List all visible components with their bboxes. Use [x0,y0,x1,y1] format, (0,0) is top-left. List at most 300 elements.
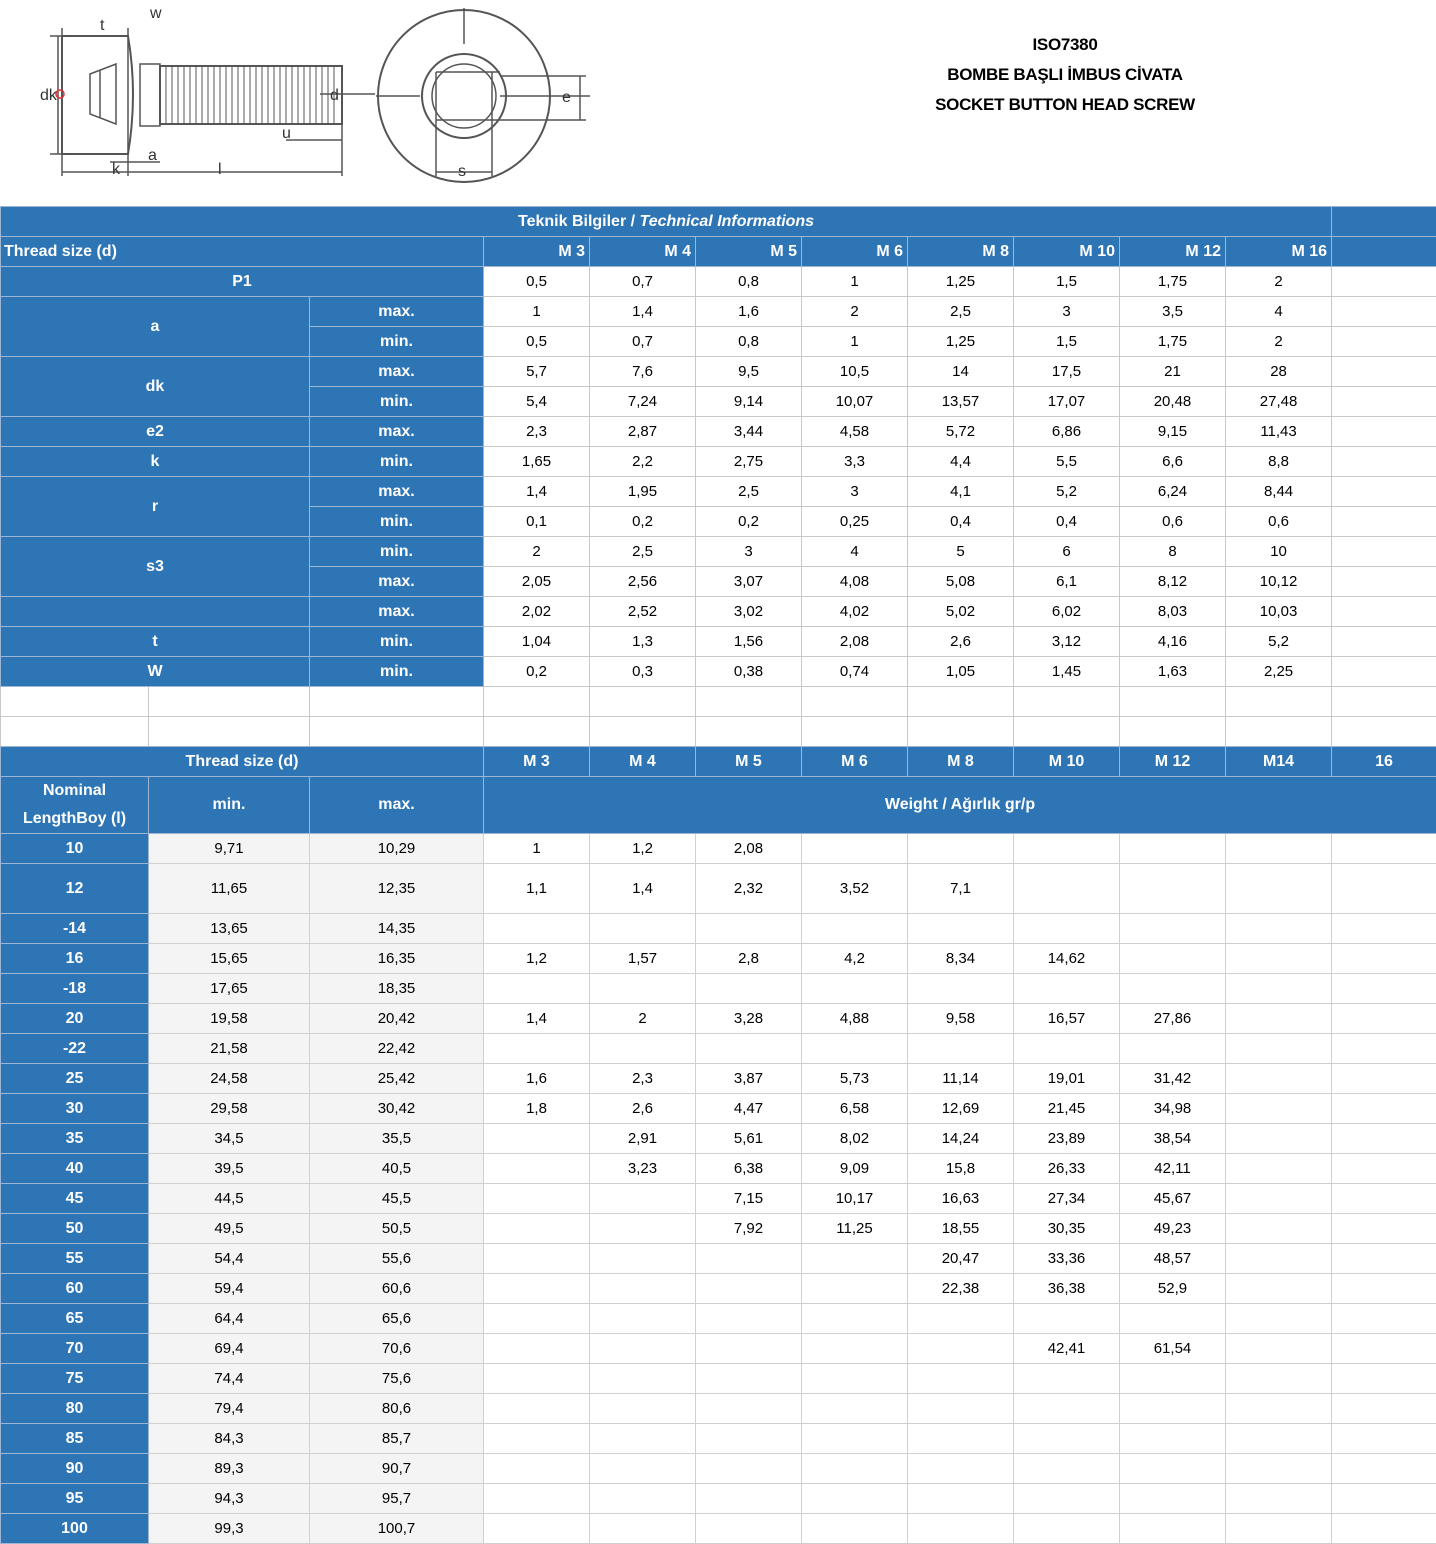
length-max: 35,5 [310,1124,484,1154]
weight-value [484,1484,590,1514]
length-max: 30,42 [310,1094,484,1124]
weight-value [1226,864,1332,914]
tech-row [1,267,1436,297]
spacer-row [1,687,1436,717]
tech-value: 7,24 [590,387,696,417]
weight-value [1226,944,1332,974]
tech-value: 6,24 [1120,477,1226,507]
weight-value [484,1304,590,1334]
tech-value: 7,6 [590,357,696,387]
length-min: 79,4 [149,1394,310,1424]
spacer-row [1,717,1436,747]
nominal-length: 12 [1,864,149,914]
weight-value [1332,1244,1436,1274]
weight-value [1120,1514,1226,1544]
param-limit: max. [310,567,484,597]
title-turkish: BOMBE BAŞLI İMBUS CİVATA [900,60,1230,90]
tech-value: 1,5 [1014,267,1120,297]
length-max: 85,7 [310,1424,484,1454]
tech-value: 0,74 [802,657,908,687]
empty-cell [1120,687,1226,717]
weight-value: 2,32 [696,864,802,914]
tech-value: 0,4 [1014,507,1120,537]
weight-row [1,1394,1436,1424]
weight-value [590,1424,696,1454]
technical-table [0,206,1436,747]
weight-value [1332,914,1436,944]
weight-value: 16,57 [1014,1004,1120,1034]
empty-cell [1332,537,1436,567]
tech-value: 0,4 [908,507,1014,537]
tech-value: 28 [1226,357,1332,387]
weight-value [1332,1184,1436,1214]
weight-value [802,914,908,944]
nominal-length-header [1,777,149,834]
tech-value: 2,25 [1226,657,1332,687]
weight-value [802,1274,908,1304]
weight-value [1226,1244,1332,1274]
empty-cell [1332,357,1436,387]
weight-value [1014,914,1120,944]
length-max: 80,6 [310,1394,484,1424]
weight-value [1226,1334,1332,1364]
length-min: 34,5 [149,1124,310,1154]
weight-row [1,1004,1436,1034]
weight-value [1120,974,1226,1004]
min-header: min. [149,777,310,834]
tech-value: 2,5 [908,297,1014,327]
weight-value [484,1364,590,1394]
weight-value [1226,1184,1332,1214]
tech-value: 6,86 [1014,417,1120,447]
thread-size-header: M 10 [1014,237,1120,267]
weight-value [1332,944,1436,974]
empty-cell [802,717,908,747]
weight-value [802,1484,908,1514]
tech-value: 4,02 [802,597,908,627]
tech-value: 5,72 [908,417,1014,447]
empty-cell [1332,657,1436,687]
tech-value: 10,5 [802,357,908,387]
weight-row [1,974,1436,1004]
tech-value: 8,03 [1120,597,1226,627]
weight-value [590,1214,696,1244]
weight-value [908,1454,1014,1484]
weight-value [908,1304,1014,1334]
weight-value: 1,8 [484,1094,590,1124]
weight-value [1226,1364,1332,1394]
param-label: s3 [1,537,310,597]
tech-value: 4,4 [908,447,1014,477]
param-limit: max. [310,597,484,627]
weight-value: 36,38 [1014,1274,1120,1304]
title-english: SOCKET BUTTON HEAD SCREW [900,90,1230,120]
weight-value: 45,67 [1120,1184,1226,1214]
weight-value: 21,45 [1014,1094,1120,1124]
length-min: 89,3 [149,1454,310,1484]
empty-cell [802,687,908,717]
tech-value: 0,5 [484,267,590,297]
param-limit: min. [310,327,484,357]
weight-value [1120,1304,1226,1334]
tech-value: 2,87 [590,417,696,447]
empty-cell [1,687,149,717]
weight-value [590,1034,696,1064]
length-max: 22,42 [310,1034,484,1064]
weight-value: 8,02 [802,1124,908,1154]
tech-value: 8,8 [1226,447,1332,477]
weight-value [484,914,590,944]
weight-value: 8,34 [908,944,1014,974]
length-max: 55,6 [310,1244,484,1274]
empty-cell [1332,387,1436,417]
nominal-line1: Nominal [1,777,148,805]
length-min: 19,58 [149,1004,310,1034]
empty-cell [1332,627,1436,657]
weight-value [1332,1274,1436,1304]
label-k: k [112,161,121,178]
tech-value: 0,2 [590,507,696,537]
tech-value: 0,8 [696,267,802,297]
weight-value: 6,38 [696,1154,802,1184]
weight-value: 14,62 [1014,944,1120,974]
weight-value [1226,914,1332,944]
tech-value: 1,4 [484,477,590,507]
nominal-length: 20 [1,1004,149,1034]
weight-value: 33,36 [1014,1244,1120,1274]
param-limit: min. [310,387,484,417]
tech-value: 0,7 [590,267,696,297]
weight-value [1120,1454,1226,1484]
weight-row [1,1244,1436,1274]
weight-value: 4,47 [696,1094,802,1124]
weight-value: 20,47 [908,1244,1014,1274]
empty-cell [1332,567,1436,597]
weight-value [1014,834,1120,864]
weight-value [1120,864,1226,914]
tech-value: 17,5 [1014,357,1120,387]
thread-size-header: M 4 [590,237,696,267]
tech-value: 10 [1226,537,1332,567]
length-min: 99,3 [149,1514,310,1544]
weight-value [802,1364,908,1394]
length-min: 94,3 [149,1484,310,1514]
weight-value: 4,2 [802,944,908,974]
length-min: 13,65 [149,914,310,944]
weight-row [1,944,1436,974]
tech-value: 0,6 [1226,507,1332,537]
weight-value [1226,974,1332,1004]
weight-value [908,1514,1014,1544]
param-label: P1 [1,267,484,297]
length-min: 44,5 [149,1184,310,1214]
tech-value: 2,6 [908,627,1014,657]
length-max: 95,7 [310,1484,484,1514]
tech-value: 3,02 [696,597,802,627]
weight-row [1,914,1436,944]
weight-value [1332,1124,1436,1154]
weight-row [1,1334,1436,1364]
weight-row [1,1064,1436,1094]
empty-cell [1332,717,1436,747]
weight-value: 16,63 [908,1184,1014,1214]
weight-value [696,914,802,944]
param-limit: max. [310,477,484,507]
tech-value: 14 [908,357,1014,387]
empty-cell [1226,717,1332,747]
weight-value [1014,1514,1120,1544]
tech-row [1,357,1436,387]
tech-value: 0,8 [696,327,802,357]
weight-value: 19,01 [1014,1064,1120,1094]
tech-row [1,537,1436,567]
tech-value: 3 [802,477,908,507]
weight-value [1226,1514,1332,1544]
tech-value: 2,05 [484,567,590,597]
empty-cell [149,687,310,717]
weight-row [1,1514,1436,1544]
nominal-length: 50 [1,1214,149,1244]
weight-value: 38,54 [1120,1124,1226,1154]
weight-size-header: M 10 [1014,747,1120,777]
param-limit: min. [310,447,484,477]
weight-value: 22,38 [908,1274,1014,1304]
weight-value [1014,1394,1120,1424]
weight-value [696,1244,802,1274]
param-label: W [1,657,310,687]
nominal-length: 16 [1,944,149,974]
weight-value [1014,1454,1120,1484]
tech-row [1,477,1436,507]
nominal-length: 10 [1,834,149,864]
weight-value [484,1394,590,1424]
thread-size-label: Thread size (d) [1,237,484,267]
tech-value: 3 [696,537,802,567]
weight-value [590,1184,696,1214]
standard-code: ISO7380 [900,30,1230,60]
weight-value [696,1514,802,1544]
weight-value [1332,1304,1436,1334]
tech-value: 9,5 [696,357,802,387]
empty-cell [1226,687,1332,717]
weight-value [802,1244,908,1274]
length-max: 70,6 [310,1334,484,1364]
weight-value [590,1274,696,1304]
weight-value [908,914,1014,944]
tech-value: 0,1 [484,507,590,537]
weight-value [908,1394,1014,1424]
length-max: 20,42 [310,1004,484,1034]
tech-value: 0,3 [590,657,696,687]
length-max: 12,35 [310,864,484,914]
weight-header: Weight / Ağırlık gr/p [484,777,1436,834]
weight-value [590,1394,696,1424]
weight-value [908,1424,1014,1454]
length-min: 54,4 [149,1244,310,1274]
param-label: t [1,627,310,657]
weight-value [1226,834,1332,864]
weight-value [590,1454,696,1484]
tech-value: 0,2 [484,657,590,687]
length-min: 49,5 [149,1214,310,1244]
tech-value: 4,08 [802,567,908,597]
tech-value: 1,04 [484,627,590,657]
weight-value [484,1244,590,1274]
weight-value [484,974,590,1004]
weight-value [1226,1304,1332,1334]
empty-cell [149,717,310,747]
weight-thread-label: Thread size (d) [1,747,484,777]
param-label [1,597,310,627]
nominal-length: 55 [1,1244,149,1274]
nominal-length: 80 [1,1394,149,1424]
tech-value: 1,25 [908,327,1014,357]
label-s: s [458,163,466,180]
weight-subheader-row [1,777,1436,834]
param-limit: max. [310,297,484,327]
nominal-length: 85 [1,1424,149,1454]
weight-value: 6,58 [802,1094,908,1124]
weight-value: 2 [590,1004,696,1034]
weight-value [1332,864,1436,914]
param-label: a [1,297,310,357]
weight-value: 5,61 [696,1124,802,1154]
weight-value: 9,09 [802,1154,908,1184]
weight-size-header: 16 [1332,747,1436,777]
length-max: 14,35 [310,914,484,944]
param-limit: max. [310,357,484,387]
weight-value [1226,1124,1332,1154]
weight-value [1014,1304,1120,1334]
length-max: 45,5 [310,1184,484,1214]
tech-value: 3,44 [696,417,802,447]
weight-value [908,1034,1014,1064]
weight-value [1332,1064,1436,1094]
weight-value: 23,89 [1014,1124,1120,1154]
weight-value: 4,88 [802,1004,908,1034]
weight-value: 3,28 [696,1004,802,1034]
weight-value [1226,1064,1332,1094]
weight-value [1332,834,1436,864]
tech-value: 27,48 [1226,387,1332,417]
weight-value [1226,1094,1332,1124]
tech-value: 3,12 [1014,627,1120,657]
weight-value: 52,9 [1120,1274,1226,1304]
weight-value [1332,974,1436,1004]
weight-value: 26,33 [1014,1154,1120,1184]
nominal-length: -18 [1,974,149,1004]
empty-cell [1332,237,1436,267]
nominal-length: -22 [1,1034,149,1064]
label-w: w [149,5,162,22]
tech-value: 5,4 [484,387,590,417]
nominal-length: 65 [1,1304,149,1334]
tech-value: 2,75 [696,447,802,477]
tech-value: 3 [1014,297,1120,327]
empty-cell [1332,477,1436,507]
weight-size-header: M 8 [908,747,1014,777]
nominal-length: 45 [1,1184,149,1214]
length-max: 60,6 [310,1274,484,1304]
tech-value: 2,08 [802,627,908,657]
weight-value [484,1274,590,1304]
tech-row [1,417,1436,447]
tech-value: 1,75 [1120,267,1226,297]
weight-value [802,834,908,864]
weight-value: 1,2 [484,944,590,974]
tech-value: 4,58 [802,417,908,447]
length-max: 10,29 [310,834,484,864]
empty-cell [908,687,1014,717]
weight-value: 5,73 [802,1064,908,1094]
tech-value: 2 [1226,267,1332,297]
weight-value [590,914,696,944]
tech-value: 8,12 [1120,567,1226,597]
tech-value: 1,65 [484,447,590,477]
length-max: 75,6 [310,1364,484,1394]
length-max: 100,7 [310,1514,484,1544]
length-min: 64,4 [149,1304,310,1334]
thread-size-header: M 16 [1226,237,1332,267]
param-limit: min. [310,537,484,567]
length-min: 9,71 [149,834,310,864]
weight-row [1,1484,1436,1514]
tech-value: 5,7 [484,357,590,387]
weight-row [1,1274,1436,1304]
tech-row [1,597,1436,627]
weight-value [590,1514,696,1544]
weight-value [1226,1004,1332,1034]
weight-value [1332,1484,1436,1514]
tech-value: 1,6 [696,297,802,327]
thread-size-header: M 6 [802,237,908,267]
weight-value: 10,17 [802,1184,908,1214]
tech-value: 2,5 [696,477,802,507]
tech-value: 4 [802,537,908,567]
weight-value: 1,57 [590,944,696,974]
tech-value: 5,2 [1014,477,1120,507]
weight-size-header: M 12 [1120,747,1226,777]
weight-value: 11,14 [908,1064,1014,1094]
label-d: d [330,87,339,104]
weight-value [484,1454,590,1484]
weight-value [484,1124,590,1154]
weight-value: 48,57 [1120,1244,1226,1274]
empty-cell [1332,297,1436,327]
length-min: 21,58 [149,1034,310,1064]
param-label: r [1,477,310,537]
length-min: 74,4 [149,1364,310,1394]
weight-value: 61,54 [1120,1334,1226,1364]
length-max: 40,5 [310,1154,484,1184]
tech-value: 2,3 [484,417,590,447]
weight-value [1120,1394,1226,1424]
weight-value [1226,1274,1332,1304]
weight-value [1332,1334,1436,1364]
weight-row [1,834,1436,864]
weight-size-header: M 3 [484,747,590,777]
weight-value [1014,1484,1120,1514]
weight-thread-row [1,747,1436,777]
weight-value: 1,2 [590,834,696,864]
weight-value [802,1034,908,1064]
tech-value: 1,3 [590,627,696,657]
tech-value: 8,44 [1226,477,1332,507]
length-min: 24,58 [149,1064,310,1094]
nominal-length: 70 [1,1334,149,1364]
tech-value: 6,1 [1014,567,1120,597]
weight-value [696,1424,802,1454]
